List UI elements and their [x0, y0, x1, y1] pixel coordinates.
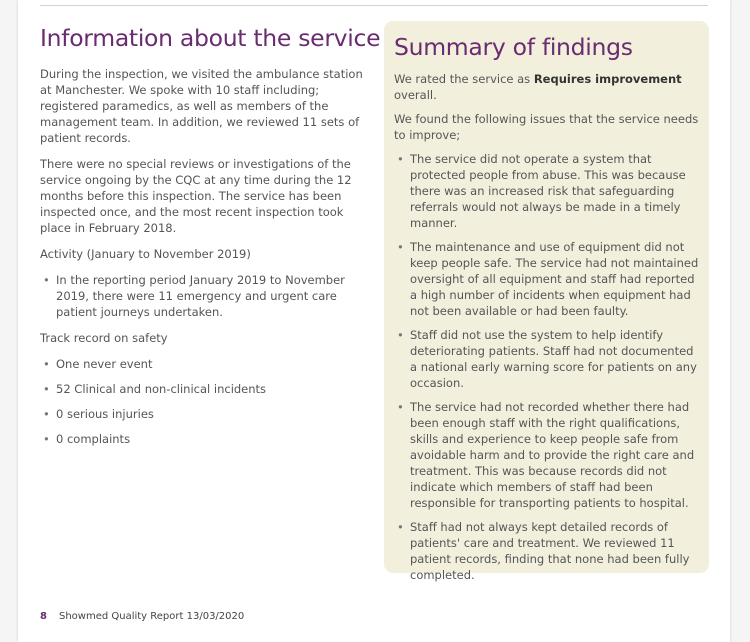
inspection-paragraph: During the inspection, we visited the ambulance station at Manchester. We spoke with 10 staff including; registered paramedics, as well as members of the management team. In addition, we reviewed 11 sets of patient records. — [40, 67, 363, 145]
safety-list — [40, 356, 372, 447]
top-divider — [40, 5, 708, 6]
reviews-paragraph: There were no special reviews or investigations of the service ongoing by the CQC at any time during the 12 months before this inspection. The service has been inspected once, and the most recent inspection took place in February 2018. — [40, 157, 352, 235]
list-item: • In the reporting period January 2019 to November 2019, there were 11 emergency and urgent care patient journeys undertaken. — [40, 272, 372, 320]
issues-intro: We found the following issues that the service needs to improve; — [394, 112, 699, 142]
list-item: • One never event — [40, 356, 372, 372]
list-item: • Staff did not use the system to help identify deteriorating patients. Staff had not documented a national early warning score for patients on any occasion. — [394, 327, 700, 391]
list-item: • The service did not operate a system that protected people from abuse. This was because there was an increased risk that safeguarding referrals would not always be made in a timely manner. — [394, 151, 700, 231]
activity-heading: Activity (January to November 2019) — [40, 247, 251, 261]
list-item: • Staff had not always kept detailed records of patients' care and treatment. We reviewed 11 patient records, finding that none had been fully completed. — [394, 519, 700, 583]
list-item: • 52 Clinical and non-clinical incidents — [40, 381, 372, 397]
service-info-section — [40, 22, 381, 457]
report-page — [18, 0, 730, 642]
list-item: • 0 complaints — [40, 431, 372, 447]
list-item: • 0 serious injuries — [40, 406, 372, 422]
rating-prefix: We rated the service as — [394, 72, 534, 86]
list-item: • The maintenance and use of equipment did not keep people safe. The service had not maintained oversight of all equipment and staff had reported a high number of incidents when equipment had not been available or had been faulty. — [394, 239, 700, 319]
rating-sentence — [394, 71, 700, 103]
page-number: 8 — [40, 611, 47, 622]
service-info-title: Information about the service — [40, 24, 381, 52]
issues-list — [394, 151, 700, 583]
rating-value: Requires improvement — [533, 72, 682, 86]
activity-list — [40, 272, 372, 320]
rating-suffix: overall. — [394, 88, 437, 102]
summary-of-findings-box — [384, 21, 709, 582]
page-footer — [40, 611, 244, 622]
list-item: • The service had not recorded whether there had been enough staff with the right qualifications, skills and experience to keep people safe from avoidable harm and to provide the right care and treatment. This was because records did not indicate which members of staff had been responsible for transporting patients to hospital. — [394, 399, 700, 511]
summary-title: Summary of findings — [394, 33, 633, 61]
footer-text: Showmed Quality Report 13/03/2020 — [58, 611, 245, 622]
safety-heading: Track record on safety — [40, 331, 168, 345]
